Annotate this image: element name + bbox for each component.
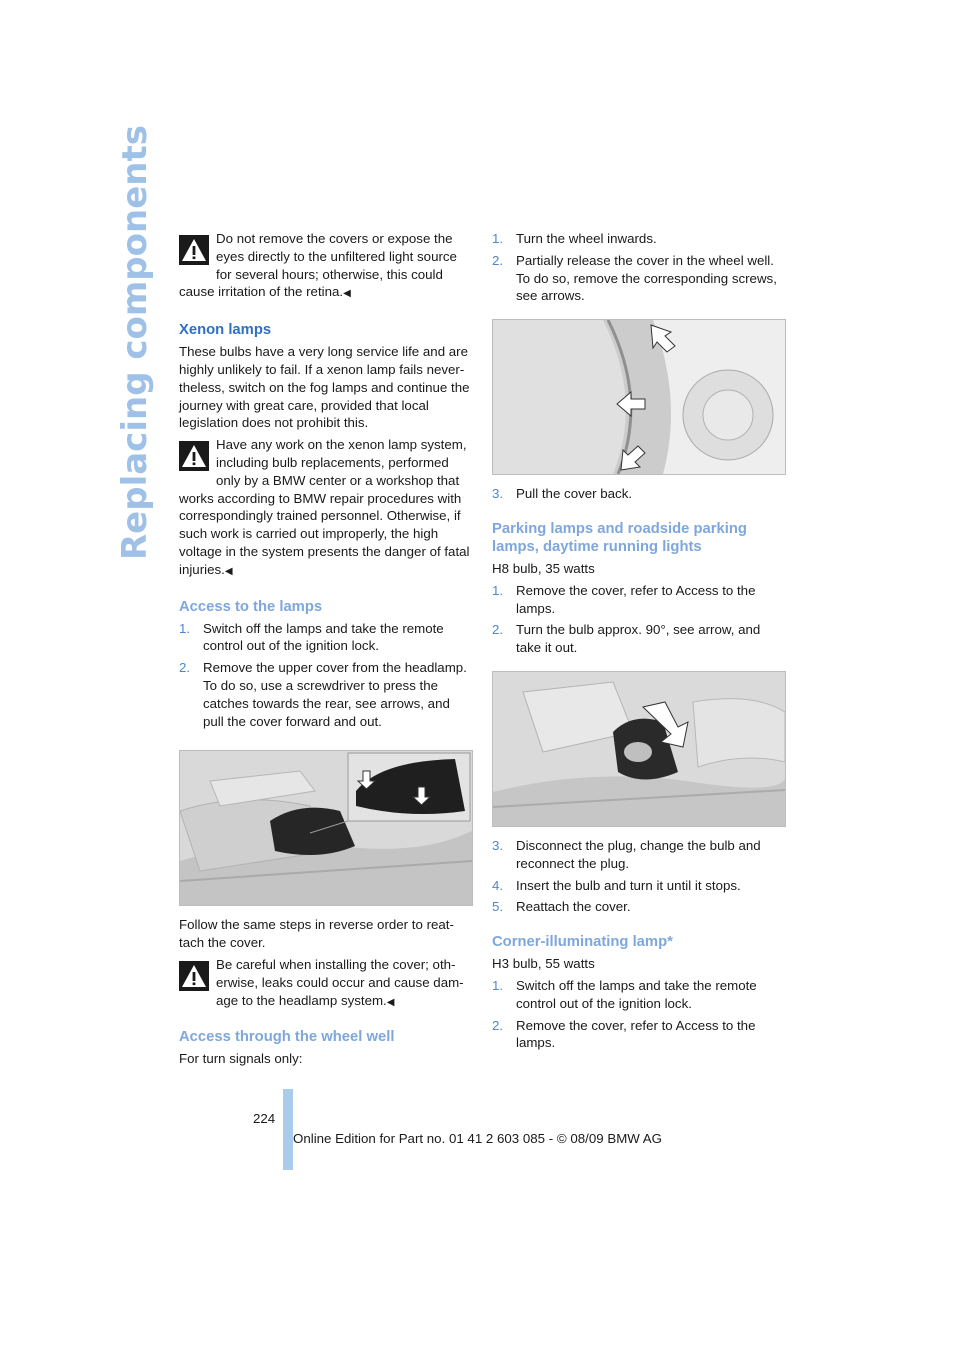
list-item: 3. Pull the cover back. (492, 486, 633, 502)
left-column (179, 230, 473, 1068)
list-item: 3. Disconnect the plug, change the bulb and reconnect the plug. (492, 837, 761, 871)
access-steps-list (179, 620, 473, 731)
parking-bulb-spec: H8 bulb, 35 watts (492, 560, 595, 576)
corner-steps-list (492, 977, 786, 1052)
list-item: 2. Partially release the cover in the wheel well. To do so, remove the corresponding screws, see arrows. (492, 252, 777, 304)
warning-text: Be careful when installing the cover; otherwise, leaks could occur and cause damage to the headlamp system. (216, 956, 464, 1008)
wheel-well-illustration (493, 320, 785, 474)
heading-parking-lamps: Parking lamps and roadside parking lamps, daytime running lights (492, 520, 747, 555)
list-item: 2. Remove the cover, refer to Access to the lamps. (492, 1017, 756, 1051)
warning-triangle-icon (179, 441, 209, 471)
end-mark-icon: ◀ (343, 288, 351, 300)
list-item: 1. Remove the cover, refer to Access to the lamps. (492, 582, 756, 616)
warning-block-xenon (179, 436, 473, 580)
parking-bulb-illustration (493, 672, 785, 826)
warning-block-cover (179, 956, 473, 1011)
page-number: 224 (253, 1111, 276, 1126)
parking-steps-list (492, 582, 786, 657)
edition-note: Online Edition for Part no. 01 41 2 603 085 - © 08/09 BMW AG (293, 1131, 663, 1146)
warning-triangle-icon (179, 961, 209, 991)
heading-corner-lamp: Corner-illuminating lamp* (492, 934, 673, 951)
list-item: 1. Switch off the lamps and take the remote control out of the ignition lock. (492, 977, 757, 1011)
right-column (492, 230, 786, 1052)
xenon-body: These bulbs have a very long service life and are highly unlikely to fail. If a xenon lamp fails nevertheless, switch on the fog lamps and continue the journey with great care, provided that local legislation does not prohibit this. (179, 344, 470, 431)
wheel-steps-list (492, 230, 786, 305)
end-mark-icon: ◀ (224, 565, 233, 577)
wheel-well-text: For turn signals only: (179, 1051, 303, 1067)
warning-triangle-icon (179, 235, 209, 265)
headlamp-illustration (180, 751, 472, 905)
side-section-title: Replacing components (115, 125, 155, 560)
list-item: 2. Turn the bulb approx. 90°, see arrow, and take it out. (492, 622, 761, 656)
heading-access-wheel-well: Access through the wheel well (179, 1029, 395, 1046)
wheel-well-figure (492, 319, 786, 475)
list-item: 2. Remove the upper cover from the headlamp. To do so, use a screwdriver to press the catches towards the rear, see arrows, and pull the cover forward and out. (179, 660, 467, 729)
heading-access-lamps: Access to the lamps (179, 598, 323, 615)
warning-text: Do not remove the covers or expose the eyes directly to the unfiltered light source for several hours; otherwise, this could cause irritation of the retina. (179, 231, 457, 300)
reverse-order-text: Follow the same steps in reverse order to reattach the cover. (179, 917, 454, 951)
corner-bulb-spec: H3 bulb, 55 watts (492, 956, 595, 972)
parking-bulb-figure (492, 671, 786, 827)
footer-accent-bar (283, 1089, 293, 1170)
end-mark-icon: ◀ (386, 996, 395, 1008)
heading-xenon-lamps: Xenon lamps (179, 322, 272, 339)
list-item: 4. Insert the bulb and turn it until it stops. (492, 877, 741, 893)
wheel-step3-list (492, 485, 786, 503)
warning-block-retina (179, 230, 473, 303)
list-item: 5. Reattach the cover. (492, 899, 631, 915)
warning-text: Have any work on the xenon lamp system, including bulb replacements, performed only by a BMW center or a workshop that works according to BMW repair procedures with correspondingly trained personnel. Otherwise, if such work is carried out improperly, the high voltage in the system presents the danger of fatal injuries. (179, 437, 470, 577)
parking-steps-list-b (492, 837, 786, 916)
list-item: 1. Switch off the lamps and take the remote control out of the ignition lock. (179, 620, 444, 654)
headlamp-cover-figure (179, 750, 473, 906)
list-item: 1. Turn the wheel inwards. (492, 231, 657, 246)
